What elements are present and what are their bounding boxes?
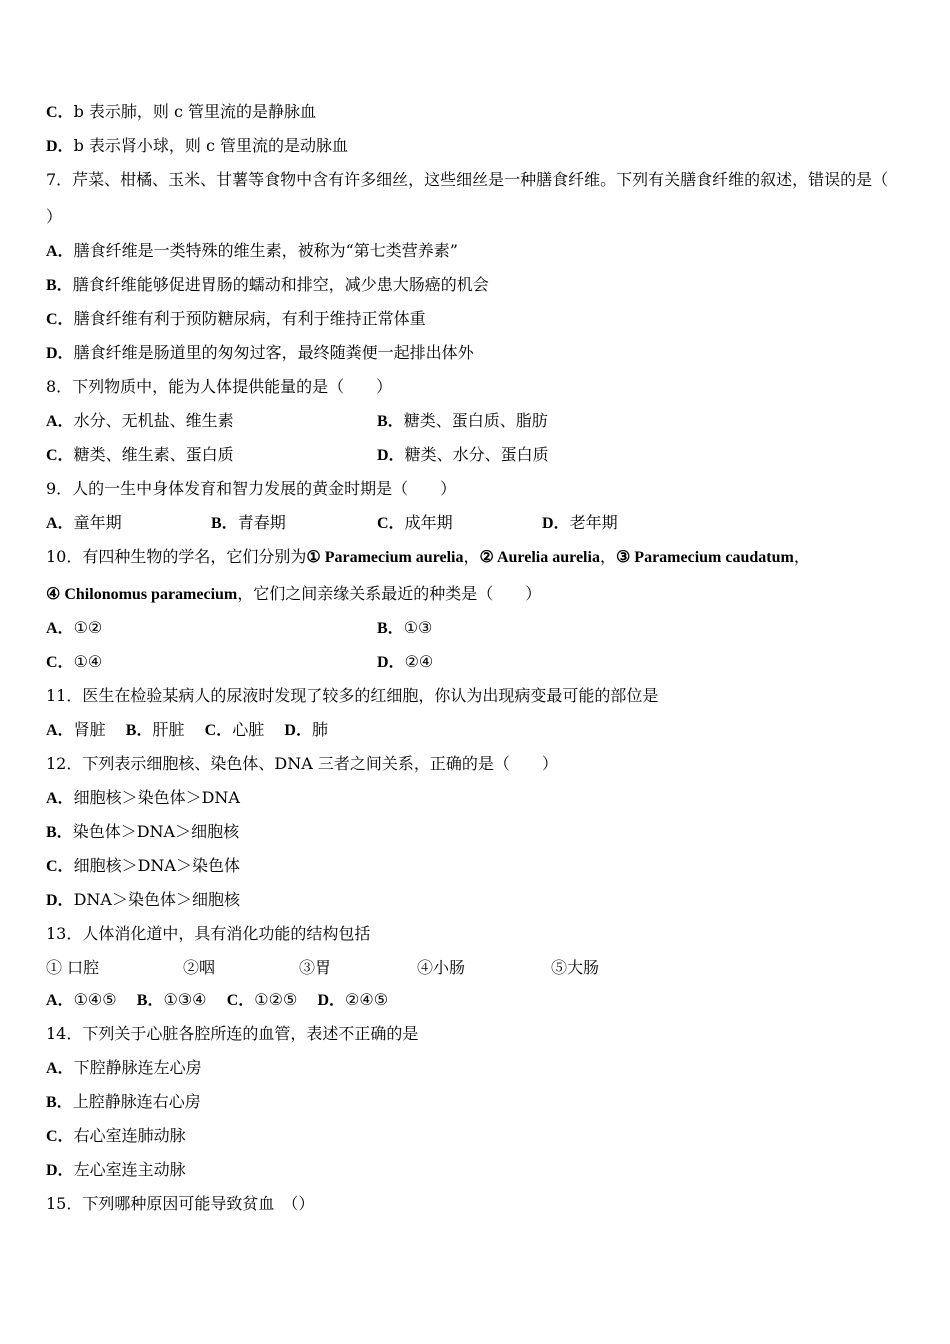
q13-item-2: ②咽 <box>183 958 216 977</box>
option-text: b 表示肺，则 c 管里流的是静脉血 <box>73 102 317 121</box>
option-label: D． <box>46 138 74 155</box>
q13-stem: 13．人体消化道中，具有消化功能的结构包括 <box>46 924 371 943</box>
species-1: ① Paramecium aurelia <box>306 549 464 566</box>
q12-option-b <box>46 822 239 843</box>
option-text: ①④⑤ <box>73 990 117 1009</box>
option-label: C． <box>46 447 74 464</box>
q11-stem: 11．医生在检验某病人的尿液时发现了较多的红细胞，你认为出现病变最可能的部位是 <box>46 686 659 705</box>
option-text: 膳食纤维是一类特殊的维生素，被称为“第七类营养素” <box>73 241 458 260</box>
option-text: 童年期 <box>73 513 122 532</box>
option-text: 右心室连肺动脉 <box>73 1126 186 1145</box>
q8-option-d <box>377 445 549 466</box>
option-label: C． <box>46 311 74 328</box>
option-text: 青春期 <box>237 513 286 532</box>
q9-option-b <box>211 513 286 534</box>
q9-option-d <box>542 513 618 534</box>
option-label: A． <box>46 790 74 807</box>
option-text: 膳食纤维是肠道里的匆匆过客，最终随粪便一起排出体外 <box>73 343 474 362</box>
option-label: A． <box>46 620 74 637</box>
option-text: 左心室连主动脉 <box>73 1160 186 1179</box>
option-label: C． <box>377 515 405 532</box>
q13-item-4: ④小肠 <box>417 958 466 977</box>
q7-option-d <box>46 343 474 364</box>
option-label: B． <box>136 992 164 1009</box>
q14-option-a <box>46 1058 202 1079</box>
option-text: 膳食纤维有利于预防糖尿病，有利于维持正常体重 <box>73 309 426 328</box>
q9-option-a <box>46 513 122 534</box>
q10-stem-cont <box>46 584 541 605</box>
option-label: A． <box>46 1060 74 1077</box>
q15-stem: 15．下列哪种原因可能导致贫血 （） <box>46 1194 315 1213</box>
option-text: 肺 <box>311 720 328 739</box>
q14-option-d <box>46 1160 186 1181</box>
option-label: D． <box>46 892 74 909</box>
q12-option-a <box>46 788 240 809</box>
q10-option-d <box>377 652 433 673</box>
q13-item-3: ③胃 <box>299 958 332 977</box>
option-label: B． <box>211 515 238 532</box>
option-text: 膳食纤维能够促进胃肠的蠕动和排空，减少患大肠癌的机会 <box>72 275 489 294</box>
option-label: B． <box>377 413 404 430</box>
q10-stem-prefix: 10．有四种生物的学名，它们分别为 <box>46 547 307 566</box>
option-label: B． <box>46 1094 73 1111</box>
q8-option-b <box>377 411 548 432</box>
q8-option-c <box>46 445 234 466</box>
option-label: B． <box>46 277 73 294</box>
q13-options <box>46 990 388 1011</box>
option-text: ①④ <box>73 652 103 671</box>
option-label: A． <box>46 722 74 739</box>
separator: ， <box>793 547 810 566</box>
q14-stem: 14．下列关于心脏各腔所连的血管，表述不正确的是 <box>46 1024 419 1043</box>
q6-option-d <box>46 136 348 157</box>
q13-item-1: ① 口腔 <box>46 958 100 977</box>
q8-stem: 8．下列物质中，能为人体提供能量的是（ ） <box>46 377 393 396</box>
option-label: D． <box>46 1162 74 1179</box>
option-label: D． <box>377 654 405 671</box>
q6-option-c <box>46 102 316 123</box>
option-label: B． <box>125 722 153 739</box>
q10-stem <box>46 547 810 568</box>
q10-option-b <box>377 618 432 639</box>
q7-option-c <box>46 309 426 330</box>
option-label: C． <box>226 992 255 1009</box>
option-text: 糖类、维生素、蛋白质 <box>73 445 234 464</box>
option-text: 细胞核＞染色体＞DNA <box>73 788 240 807</box>
q14-option-c <box>46 1126 186 1147</box>
option-label: D． <box>542 515 570 532</box>
option-text: 肝脏 <box>152 720 185 739</box>
option-text: ①② <box>73 618 103 637</box>
option-text: ②④ <box>404 652 434 671</box>
option-label: C． <box>46 654 74 671</box>
option-text: 上腔静脉连右心房 <box>72 1092 201 1111</box>
option-label: D． <box>284 722 312 739</box>
q7-stem: 7．芹菜、柑橘、玉米、甘薯等食物中含有许多细丝，这些细丝是一种膳食纤维。下列有关膳食纤维的叙述，错误的是（ <box>46 170 889 189</box>
q12-option-d <box>46 890 240 911</box>
option-label: D． <box>46 345 74 362</box>
q11-options <box>46 720 328 741</box>
option-label: B． <box>46 824 73 841</box>
option-text: ②④⑤ <box>345 990 389 1009</box>
q14-option-b <box>46 1092 201 1113</box>
option-text: 下腔静脉连左心房 <box>73 1058 202 1077</box>
q7-stem-close: ） <box>46 207 63 226</box>
option-label: A． <box>46 243 74 260</box>
option-label: C． <box>46 858 74 875</box>
option-text: 糖类、蛋白质、脂肪 <box>403 411 548 430</box>
q8-option-a <box>46 411 234 432</box>
option-text: b 表示肾小球，则 c 管里流的是动脉血 <box>73 136 349 155</box>
q12-stem: 12．下列表示细胞核、染色体、DNA 三者之间关系，正确的是（ ） <box>46 754 558 773</box>
q7-option-b <box>46 275 489 296</box>
option-text: 糖类、水分、蛋白质 <box>404 445 549 464</box>
option-text: 肾脏 <box>73 720 106 739</box>
option-text: 老年期 <box>569 513 618 532</box>
option-label: D． <box>317 992 346 1009</box>
option-label: B． <box>377 620 404 637</box>
option-text: 成年期 <box>404 513 453 532</box>
species-2: ② Aurelia aurelia <box>479 549 600 566</box>
option-label: A． <box>46 992 74 1009</box>
q10-option-c <box>46 652 102 673</box>
option-text: ①②⑤ <box>254 990 298 1009</box>
option-label: C． <box>46 104 74 121</box>
option-text: 染色体＞DNA＞细胞核 <box>72 822 240 841</box>
option-text: 心脏 <box>232 720 265 739</box>
option-label: D． <box>377 447 405 464</box>
option-label: A． <box>46 413 74 430</box>
q13-item-5: ⑤大肠 <box>551 958 600 977</box>
option-label: C． <box>46 1128 74 1145</box>
option-text: ①③ <box>403 618 433 637</box>
species-4: ④ Chilonomus paramecium <box>46 586 238 603</box>
q9-stem: 9．人的一生中身体发育和智力发展的黄金时期是（ ） <box>46 479 457 498</box>
option-label: A． <box>46 515 74 532</box>
option-text: DNA＞染色体＞细胞核 <box>73 890 240 909</box>
q10-stem-suffix: ，它们之间亲缘关系最近的种类是（ ） <box>237 584 542 603</box>
option-text: 细胞核＞DNA＞染色体 <box>73 856 240 875</box>
separator: ， <box>463 547 480 566</box>
option-label: C． <box>204 722 233 739</box>
q12-option-c <box>46 856 240 877</box>
q10-option-a <box>46 618 102 639</box>
q9-option-c <box>377 513 453 534</box>
separator: ， <box>599 547 616 566</box>
q7-option-a <box>46 241 458 262</box>
species-3: ③ Paramecium caudatum <box>615 549 794 566</box>
option-text: 水分、无机盐、维生素 <box>73 411 234 430</box>
option-text: ①③④ <box>163 990 207 1009</box>
